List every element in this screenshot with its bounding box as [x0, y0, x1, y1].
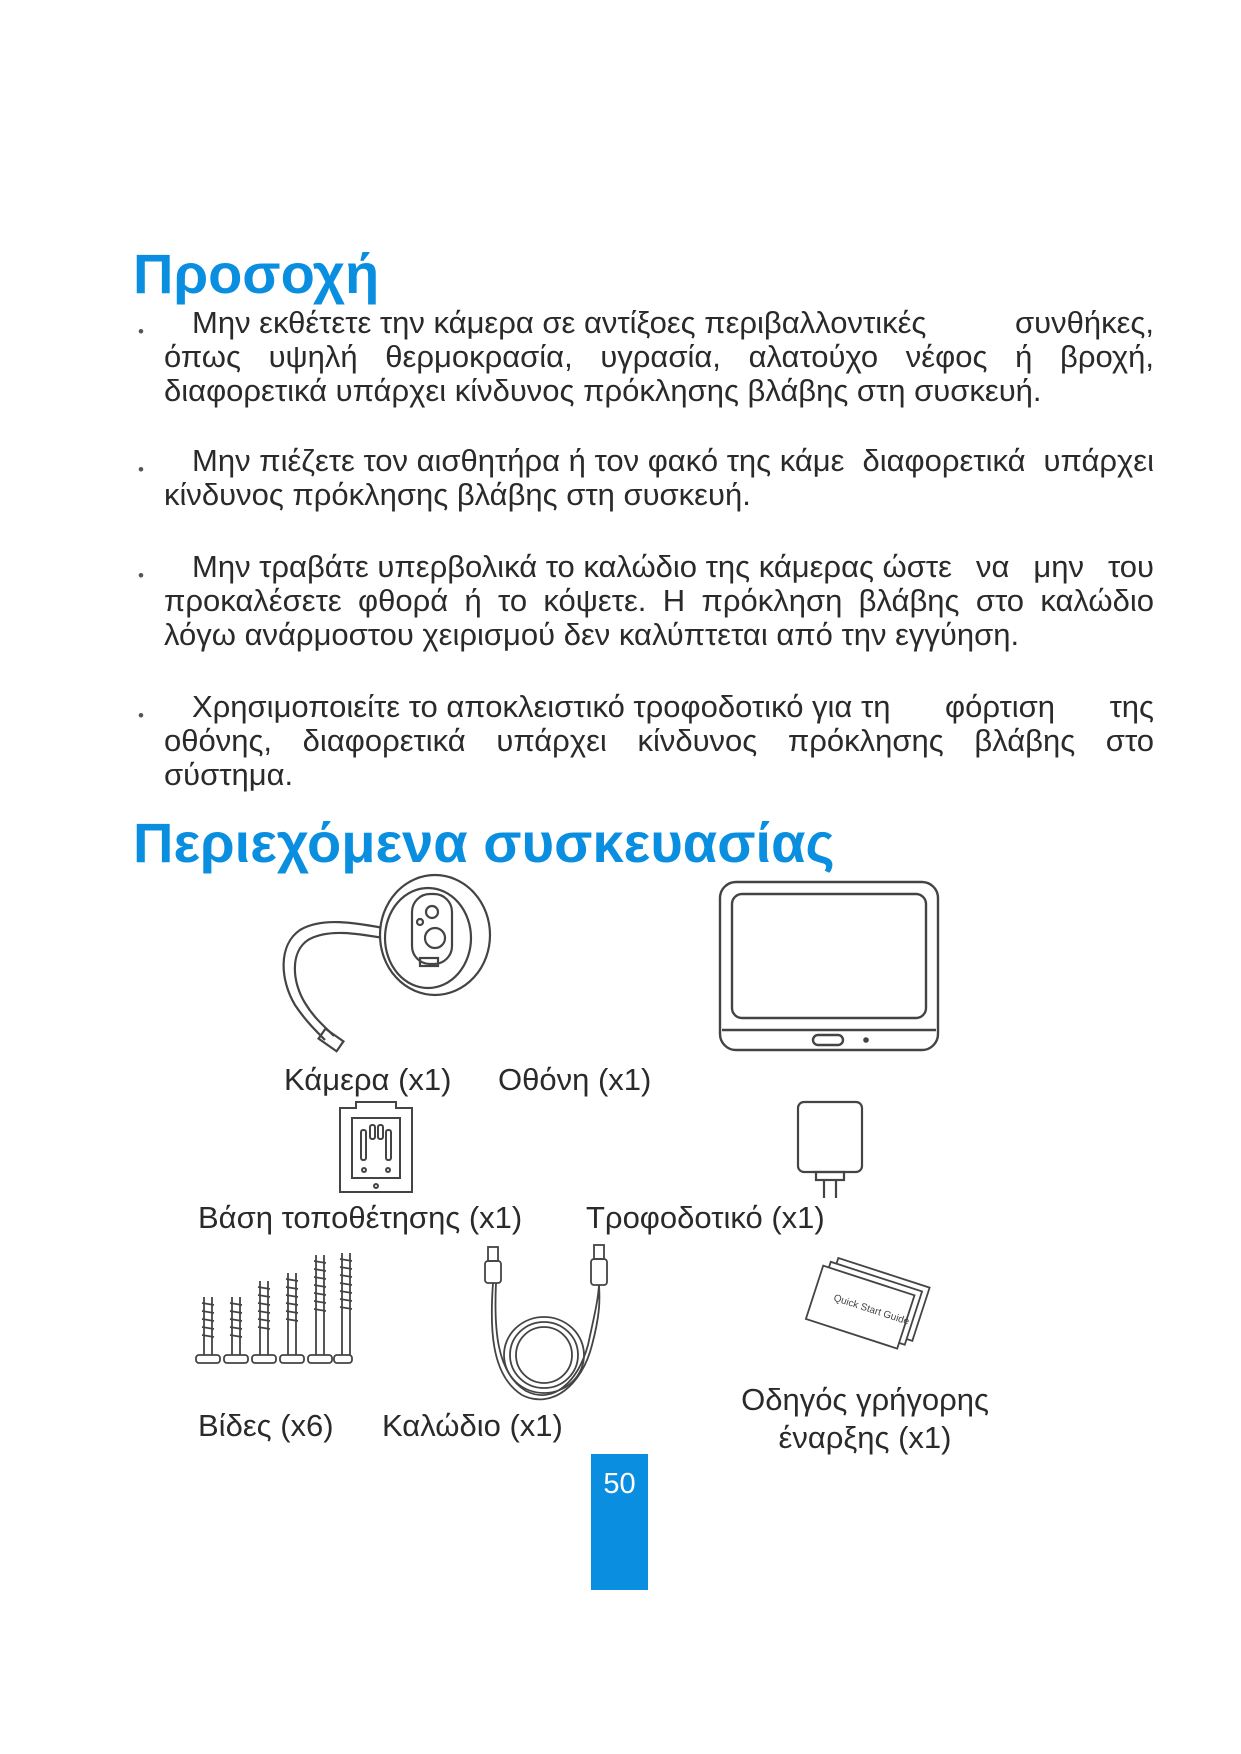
bullet-2: • — [138, 460, 144, 479]
bullet-4: • — [138, 706, 144, 725]
page-number-badge — [591, 1454, 648, 1590]
contents-heading: Περιεχόμενα συσκευασίας — [133, 811, 835, 874]
monitor-illustration — [718, 880, 944, 1060]
screws-icon — [192, 1245, 352, 1385]
screws-illustration — [192, 1245, 352, 1385]
monitor-icon — [718, 880, 944, 1060]
adapter-caption: Τροφοδοτικό (x1) — [586, 1200, 825, 1235]
cable-illustration — [482, 1245, 612, 1405]
guide-illustration — [790, 1255, 940, 1375]
camera-icon — [270, 870, 490, 1060]
booklet-icon — [790, 1255, 940, 1375]
caution-item-1: Μην εκθέτετε την κάμερα σε αντίξοες περιβαλλοντικές συνθήκες, όπως υψηλή θερμοκρασία, υγρασία, αλατούχο νέφος ή βροχή, διαφορετικά υπάρχει κίνδυνος πρόκλησης βλάβης στη συσκευή. — [164, 305, 1154, 408]
bullet-1: • — [138, 322, 144, 341]
power-adapter-icon — [796, 1100, 866, 1200]
mount-caption: Βάση τοποθέτησης (x1) — [198, 1200, 523, 1235]
booklet-cover-text: Quick Start Guide — [832, 1292, 911, 1328]
usb-cable-icon — [482, 1245, 612, 1405]
caution-item-4: Χρησιμοποιείτε το αποκλειστικό τροφοδοτικό για τη φόρτιση της οθόνης, διαφορετικά υπάρχει κίνδυνος πρόκλησης βλάβης στο σύστημα. — [164, 689, 1154, 792]
cable-caption: Καλώδιο (x1) — [382, 1408, 563, 1443]
page-number: 50 — [603, 1468, 636, 1500]
mounting-plate-icon — [336, 1100, 416, 1200]
adapter-illustration — [796, 1100, 866, 1200]
bullet-3: • — [138, 566, 144, 585]
screws-caption: Βίδες (x6) — [198, 1408, 334, 1443]
caution-heading: Προσοχή — [133, 242, 380, 305]
mount-illustration — [336, 1100, 416, 1200]
guide-caption-line-2: έναρξης (x1) — [778, 1420, 952, 1455]
camera-illustration — [270, 870, 490, 1060]
camera-caption: Κάμερα (x1) — [284, 1062, 452, 1097]
guide-caption-line-1: Οδηγός γρήγορης — [741, 1382, 989, 1417]
caution-item-3: Μην τραβάτε υπερβολικά το καλώδιο της κάμερας ώστε να μην του προκαλέσετε φθορά ή το κόψετε. Η πρόκληση βλάβης στο καλώδιο λόγω ανάρμοστου χειρισμού δεν καλύπτεται από την εγγύηση. — [164, 549, 1154, 652]
monitor-caption: Οθόνη (x1) — [498, 1062, 652, 1097]
caution-item-2: Μην πιέζετε τον αισθητήρα ή τον φακό της κάμε διαφορετικά υπάρχει κίνδυνος πρόκλησης βλάβης στη συσκευή. — [164, 443, 1154, 512]
